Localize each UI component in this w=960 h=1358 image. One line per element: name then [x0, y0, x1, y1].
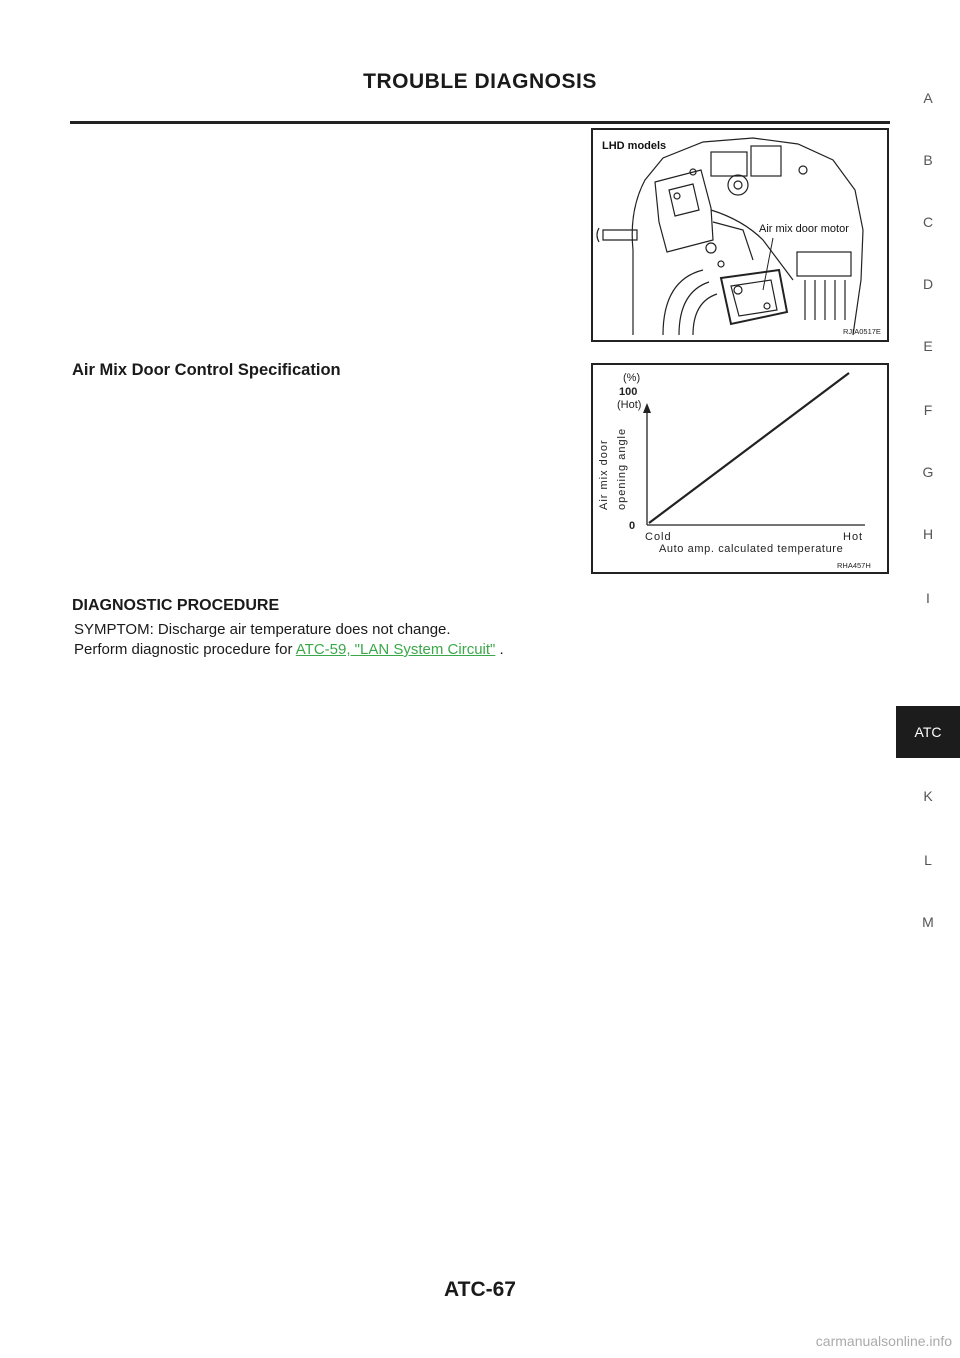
chart-ylabel-line2: opening angle	[616, 427, 628, 510]
side-index-a[interactable]: A	[923, 90, 933, 106]
perform-suffix: .	[495, 641, 504, 658]
side-index-l[interactable]: L	[924, 852, 932, 868]
chart-ylabel-line1: Air mix door	[598, 439, 610, 510]
chart-x-left-label: Cold	[645, 531, 672, 543]
chart-y-top-sub: (Hot)	[617, 399, 642, 411]
side-index-e[interactable]: E	[923, 338, 933, 354]
chart-y-zero-label: 0	[629, 520, 636, 532]
figure1-model-label: LHD models	[602, 140, 667, 152]
side-index-atc-tab[interactable]: ATC	[896, 706, 960, 758]
figure1-part-label: Air mix door motor	[759, 223, 849, 235]
side-index-d[interactable]: D	[922, 276, 934, 292]
watermark: carmanualsonline.info	[815, 1333, 952, 1349]
side-index-k[interactable]: K	[923, 788, 933, 804]
page-title: TROUBLE DIAGNOSIS	[363, 70, 597, 93]
chart-y-axis-arrow-icon	[643, 403, 651, 413]
chart-xlabel: Auto amp. calculated temperature	[659, 543, 844, 555]
side-index-m[interactable]: M	[922, 914, 934, 930]
figure1-code: RJIA0517E	[843, 327, 881, 336]
chart-y-top-label: 100	[619, 386, 638, 398]
side-index-i[interactable]: I	[926, 590, 930, 606]
figure-air-mix-chart	[591, 363, 889, 574]
lan-system-circuit-link[interactable]: ATC-59, "LAN System Circuit"	[295, 641, 496, 658]
chart-x-right-label: Hot	[843, 531, 864, 543]
figure-air-mix-door-motor	[591, 128, 889, 342]
hvac-unit-illustration	[593, 130, 887, 340]
symptom-text: SYMPTOM: Discharge air temperature does not change.	[74, 621, 451, 638]
chart-series-line	[649, 373, 849, 523]
section-heading-air-mix-spec: Air Mix Door Control Specification	[72, 361, 341, 379]
title-rule	[70, 121, 890, 124]
side-index-c[interactable]: C	[922, 214, 934, 230]
chart-y-unit: (%)	[623, 372, 641, 384]
page-number: ATC-67	[444, 1278, 516, 1301]
side-index-b[interactable]: B	[923, 152, 933, 168]
side-index-h[interactable]: H	[922, 526, 934, 542]
side-index-g[interactable]: G	[922, 464, 934, 480]
perform-procedure-line	[74, 641, 504, 658]
diagnostic-procedure-heading: DIAGNOSTIC PROCEDURE	[72, 597, 280, 614]
perform-prefix: Perform diagnostic procedure for	[74, 641, 296, 658]
side-index-f[interactable]: F	[923, 402, 933, 418]
chart-code: RHA457H	[837, 561, 871, 570]
air-mix-chart	[593, 365, 887, 572]
